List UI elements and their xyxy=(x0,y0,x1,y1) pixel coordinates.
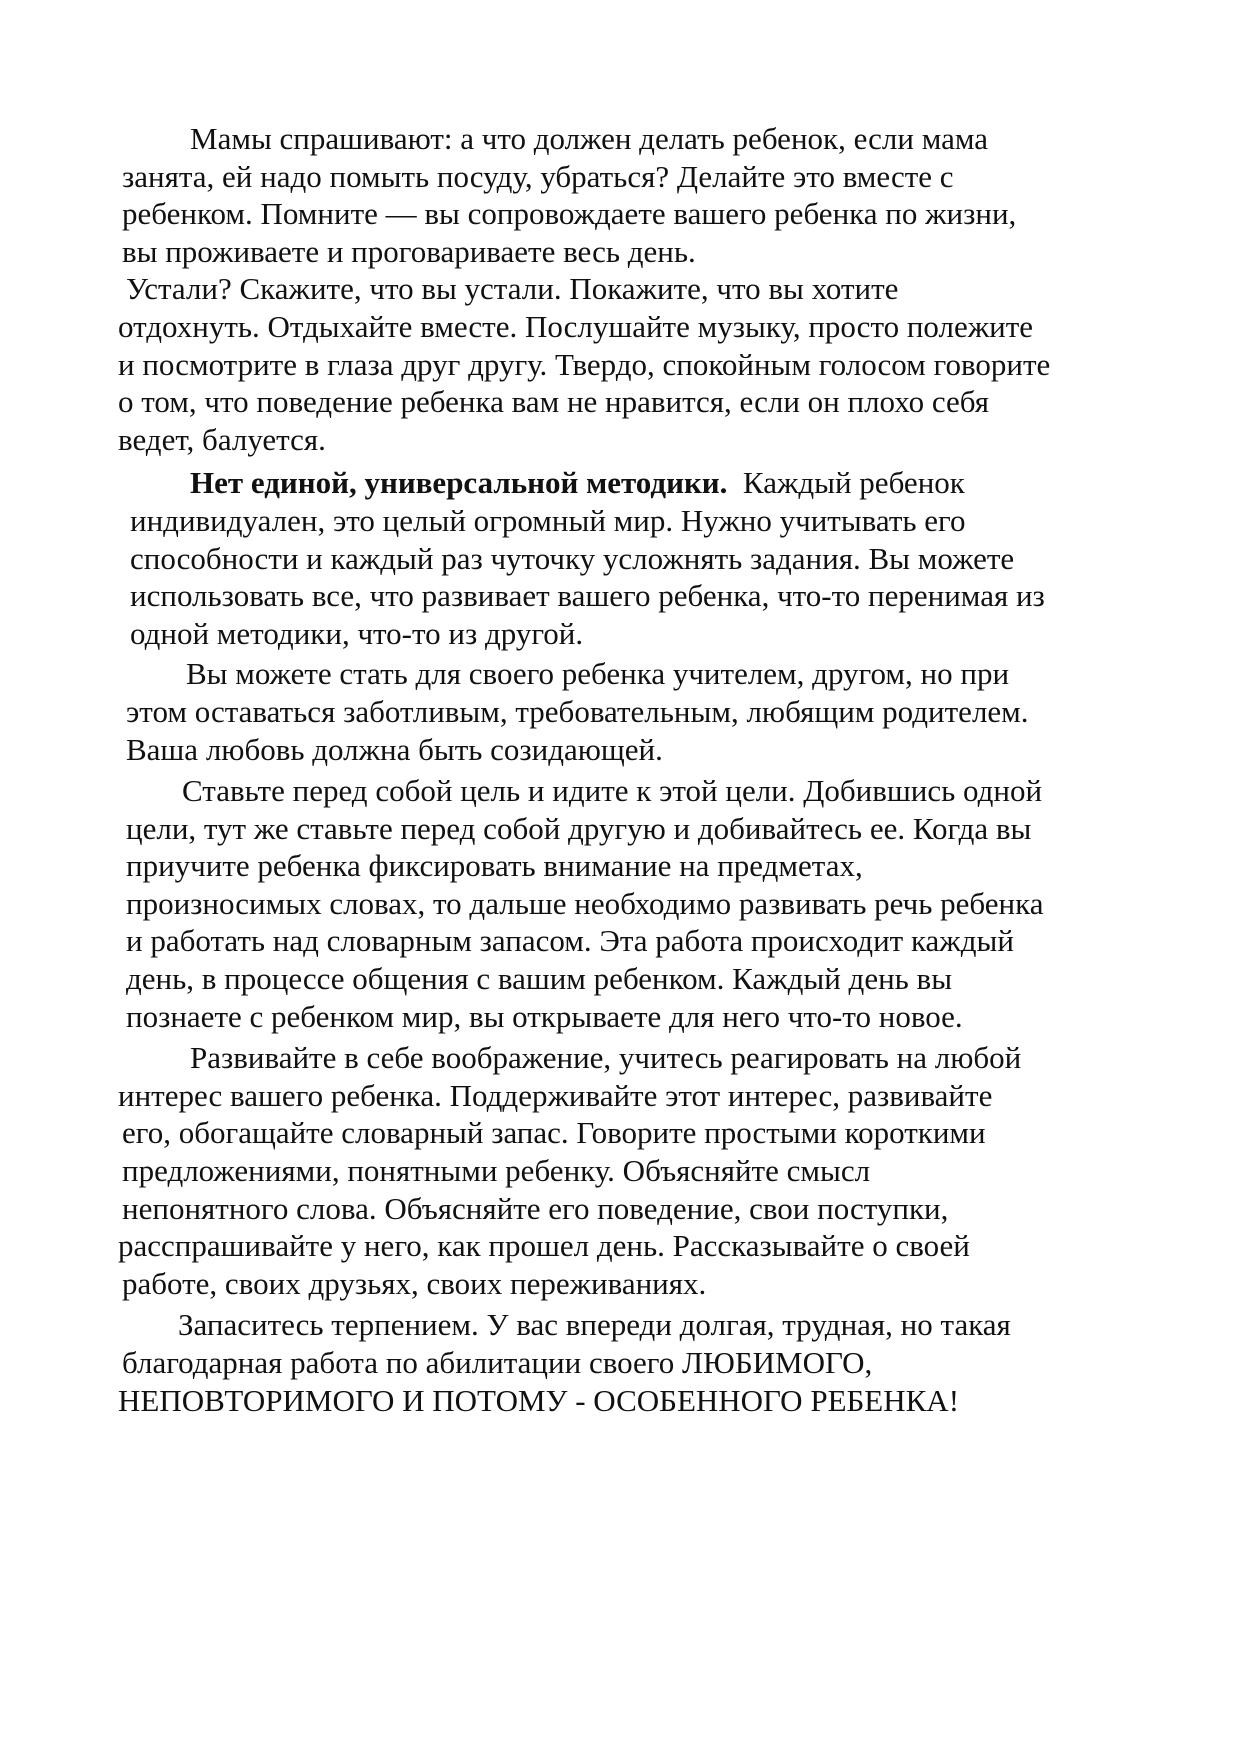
paragraph-3 xyxy=(118,464,1138,652)
paragraph-6 xyxy=(118,1039,1138,1302)
paragraph-6-line-7: работе, своих друзьях, своих переживаниях. xyxy=(122,1265,707,1301)
paragraph-3-bold-lead: Нет единой, универсальной методики. xyxy=(190,465,728,501)
paragraph-3-line-5: одной методики, что-то из другой. xyxy=(130,615,584,651)
paragraph-3-line-3: способности и каждый раз чуточку усложнять задания. Вы можете xyxy=(130,540,1015,576)
paragraph-6-line-2: интерес вашего ребенка. Поддерживайте этот интерес, развивайте xyxy=(118,1077,993,1113)
document-body xyxy=(118,120,1138,1419)
paragraph-4-line-2: этом оставаться заботливым, требовательным, любящим родителем. xyxy=(126,693,1029,729)
paragraph-6-line-6: расспрашивайте у него, как прошел день. Рассказывайте о своей xyxy=(118,1228,970,1264)
paragraph-2-line-3: и посмотрите в глаза друг другу. Твердо, спокойным голосом говорите xyxy=(118,346,1051,382)
paragraph-6-line-1: Развивайте в себе воображение, учитесь реагировать на любой xyxy=(190,1040,1022,1076)
paragraph-1-line-3: ребенком. Помните — вы сопровождаете вашего ребенка по жизни, xyxy=(122,196,1017,232)
paragraph-5-line-6: день, в процессе общения с вашим ребенком. Каждый день вы xyxy=(126,961,953,997)
paragraph-2-line-1: Устали? Скажите, что вы устали. Покажите, что вы хотите xyxy=(126,271,899,307)
paragraph-4 xyxy=(118,655,1138,768)
paragraph-2-line-2: отдохнуть. Отдыхайте вместе. Послушайте музыку, просто полежите xyxy=(118,308,1034,344)
paragraph-3-first-line-rest: Каждый ребенок xyxy=(742,465,965,501)
paragraph-5-line-5: и работать над словарным запасом. Эта работа происходит каждый xyxy=(126,923,1014,959)
paragraph-6-line-4: предложениями, понятными ребенку. Объясняйте смысл xyxy=(122,1153,871,1189)
paragraph-5-line-7: познаете с ребенком мир, вы открываете для него что-то новое. xyxy=(126,998,963,1034)
paragraph-7-line-1: Запаситесь терпением. У вас впереди долгая, трудная, но такая xyxy=(178,1307,1011,1343)
paragraph-4-line-3: Ваша любовь должна быть созидающей. xyxy=(126,731,663,767)
paragraph-1-line-1: Мамы спрашивают: а что должен делать ребенок, если мама xyxy=(190,121,989,156)
paragraph-5-line-3: приучите ребенка фиксировать внимание на предметах, xyxy=(126,848,863,884)
paragraph-6-line-3: его, обогащайте словарный запас. Говорите простыми короткими xyxy=(122,1115,986,1151)
paragraph-1-line-4: вы проживаете и проговариваете весь день. xyxy=(122,233,696,269)
paragraph-7 xyxy=(118,1306,1138,1419)
paragraph-7-line-3: НЕПОВТОРИМОГО И ПОТОМУ - ОСОБЕННОГО РЕБЕНКА! xyxy=(118,1382,960,1418)
paragraph-2-line-4: о том, что поведение ребенка вам не нравится, если он плохо себя xyxy=(118,384,990,420)
paragraph-5-line-1: Ставьте перед собой цель и идите к этой цели. Добившись одной xyxy=(182,773,1043,809)
paragraph-5-line-2: цели, тут же ставьте перед собой другую и добивайтесь ее. Когда вы xyxy=(126,810,1032,846)
paragraph-2 xyxy=(118,270,1138,458)
paragraph-3-line-4: использовать все, что развивает вашего ребенка, что-то перенимая из xyxy=(130,578,1045,614)
paragraph-1 xyxy=(118,120,1138,270)
paragraph-5 xyxy=(118,772,1138,1035)
paragraph-1-line-2: занята, ей надо помыть посуду, убраться? Делайте это вместе с xyxy=(122,158,954,194)
paragraph-7-line-2: благодарная работа по абилитации своего ЛЮБИМОГО, xyxy=(122,1345,873,1380)
paragraph-3-line-1 xyxy=(118,464,1138,502)
paragraph-4-line-1: Вы можете стать для своего ребенка учителем, другом, но при xyxy=(186,656,1010,692)
paragraph-5-line-4: произносимых словах, то дальше необходимо развивать речь ребенка xyxy=(126,885,1044,921)
paragraph-6-line-5: непонятного слова. Объясняйте его поведение, свои поступки, xyxy=(122,1190,949,1226)
paragraph-3-line-2: индивидуален, это целый огромный мир. Нужно учитывать его xyxy=(130,502,966,538)
paragraph-2-line-5: ведет, балуется. xyxy=(118,421,326,457)
